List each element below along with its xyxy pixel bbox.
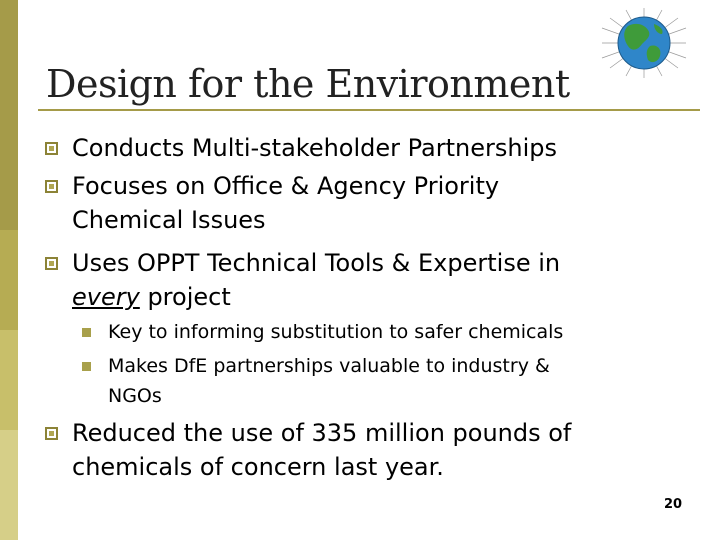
sub-bullet-text: Key to informing substitution to safer chemicals bbox=[108, 321, 564, 343]
bullet-text-rest: project bbox=[139, 283, 231, 311]
page-number: 20 bbox=[664, 497, 683, 512]
filled-square-bullet-icon bbox=[82, 328, 91, 337]
square-bullet-icon bbox=[45, 427, 58, 440]
square-bullet-icon bbox=[45, 142, 58, 155]
bullet-text: Chemical Issues bbox=[72, 206, 266, 234]
bullet-text: chemicals of concern last year. bbox=[72, 453, 444, 481]
bullet-text: Focuses on Office & Agency Priority bbox=[72, 172, 500, 200]
bullet-text: Reduced the use of 335 million pounds of bbox=[72, 419, 572, 447]
globe-icon bbox=[598, 6, 690, 80]
title-underline bbox=[38, 109, 700, 111]
square-bullet-icon bbox=[45, 257, 58, 270]
slide-title: Design for the Environment bbox=[46, 62, 570, 106]
filled-square-bullet-icon bbox=[82, 362, 91, 371]
bullet-text: Uses OPPT Technical Tools & Expertise in bbox=[72, 249, 561, 277]
square-bullet-icon bbox=[45, 180, 58, 193]
bullet-text-continued bbox=[72, 278, 231, 316]
sub-bullet-text: Makes DfE partnerships valuable to industry & bbox=[108, 355, 550, 377]
sub-bullet-text: NGOs bbox=[108, 385, 162, 407]
bullet-text: Conducts Multi-stakeholder Partnerships bbox=[72, 134, 557, 162]
emphasis-word: every bbox=[72, 283, 140, 311]
left-accent-bar bbox=[0, 0, 18, 540]
